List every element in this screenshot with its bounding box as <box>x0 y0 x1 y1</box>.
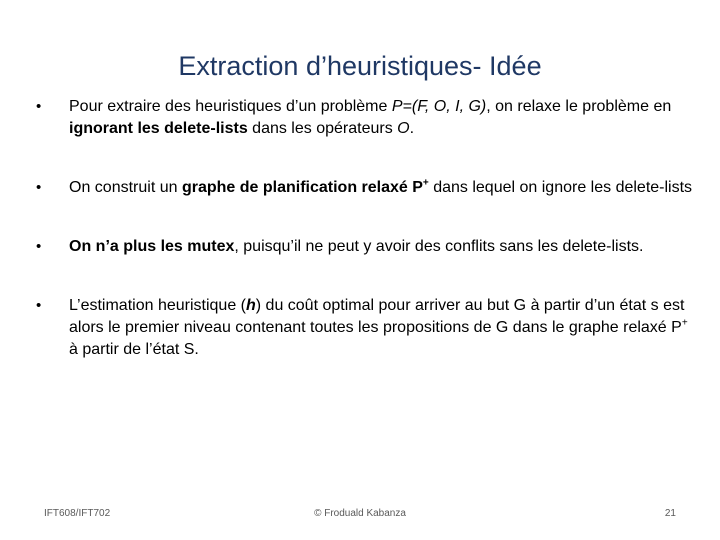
emphasis-text: ignorant les delete-lists <box>69 120 248 137</box>
text-run: . <box>409 120 415 137</box>
text-run: Pour extraire des heuristiques d’un problème <box>69 98 392 115</box>
superscript-plus: + <box>681 317 688 329</box>
bullet-icon: • <box>36 179 42 196</box>
text-run: , on relaxe le problème en <box>486 98 672 115</box>
footer-copyright: © Froduald Kabanza <box>314 508 406 519</box>
text-run: dans les opérateurs <box>247 120 398 137</box>
text-run: On construit un <box>69 179 182 196</box>
text-run: à partir de l’état S. <box>69 341 199 358</box>
emphasis-text: graphe de planification relaxé P <box>181 179 423 196</box>
emphasis-text: On n’a plus les mutex <box>69 238 235 255</box>
heuristic-symbol: h <box>245 297 256 314</box>
bullet-text <box>69 297 688 358</box>
text-run: L’estimation heuristique ( <box>69 297 246 314</box>
bullet-item <box>36 177 696 199</box>
superscript-plus: + <box>422 177 429 189</box>
text-run: dans lequel on ignore les delete-lists <box>428 179 693 196</box>
operator-symbol: O <box>397 120 410 137</box>
bullet-text <box>69 98 671 137</box>
bullet-icon: • <box>36 297 42 314</box>
slide-title: Extraction d’heuristiques- Idée <box>178 51 542 81</box>
bullet-text <box>69 179 692 196</box>
text-run: , puisqu’il ne peut y avoir des conflits sans les delete-lists. <box>234 238 644 255</box>
footer-page-number: 21 <box>664 508 676 519</box>
problem-definition: P=(F, O, I, G) <box>391 98 487 115</box>
footer-course-code: IFT608/IFT702 <box>44 508 111 519</box>
bullet-item <box>36 96 696 140</box>
bullet-icon: • <box>36 238 42 255</box>
bullet-item <box>36 295 696 361</box>
text-run: ) du coût optimal pour arriver au but G à partir d’un état s est alors le premier niveau contenant toutes les propositions de G dans le graphe relaxé P <box>69 297 685 336</box>
bullet-list <box>36 96 696 361</box>
bullet-item <box>36 236 696 258</box>
bullet-icon: • <box>36 98 42 115</box>
bullet-text <box>69 238 643 255</box>
